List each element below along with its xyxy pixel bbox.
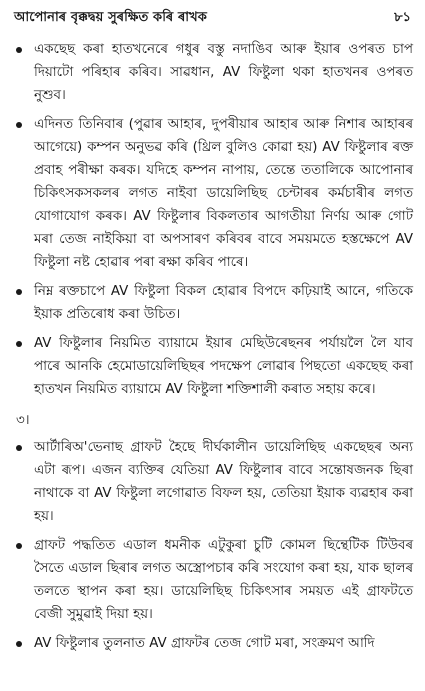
bullet-icon	[16, 122, 22, 128]
bullet-list-av-fistula-care	[14, 38, 413, 401]
bullet-icon	[16, 47, 22, 53]
list-item-text: গ্ৰাফট পদ্ধতিত এডাল ধমনীক এটুকুৰা চুটি কোমল ছিন্থেটিক টিউবৰ সৈতে এডাল ছিৰাৰ লগত অস্ত্ৰোপচাৰ কৰি সংযোগ কৰা হয়, যাক ছালৰ তলতে স্থাপন কৰা হয়। ডায়েলিছিছ চিকিৎসাৰ সময়ত এই গ্ৰাফটতে বেজী সুমুৱাই দিয়া হয়।	[34, 538, 413, 622]
list-item-text: AV ফিষ্টুলাৰ তুলনাত AV গ্ৰাফটৰ তেজ গোট মৰা, সংক্ৰমণ আদি	[34, 636, 375, 651]
list-item	[14, 436, 413, 528]
running-header	[14, 8, 413, 30]
bullet-icon	[16, 289, 22, 295]
list-item	[14, 113, 413, 274]
chapter-title: আপোনাৰ বৃক্কদ্বয় সুৰক্ষিত কৰি ৰাখক	[14, 10, 207, 25]
list-item	[14, 332, 413, 401]
list-item-text: নিম্ন ৰক্তচাপে AV ফিষ্টুলা বিকল হোৱাৰ বিপদে কঢ়িয়াই আনে, গতিকে ইয়াক প্ৰতিৰোধ কৰা উচিত।	[34, 284, 413, 322]
bullet-icon	[16, 445, 22, 451]
list-item	[14, 280, 413, 326]
bullet-icon	[16, 641, 22, 647]
list-item-text: AV ফিষ্টুলাৰ নিয়মিত ব্যায়ামে ইয়াৰ মেছিউৰেছনৰ পৰ্যায়লৈ লৈ যাব পাৰে আনকি হেমোডায়েলিছিছৰ পদক্ষেপ লোৱাৰ পিছতো একছেছ কৰা হাতখন নিয়মিত ব্যায়ামে AV ফিষ্টুলা শক্তিশালী কৰাত সহায় কৰে।	[34, 336, 413, 397]
list-item-text: আৰ্টাৰিঅ'ভেনাছ গ্ৰাফট হৈছে দীৰ্ঘকালীন ডায়েলিছিছ একছেছৰ অন্য এটা ৰূপ। এজন ব্যক্তিৰ যেতিয়া AV ফিষ্টুলাৰ বাবে সন্তোষজনক ছিৰা নাথাকে বা AV ফিষ্টুলা লগোৱাত বিফল হয়, তেতিয়া ইয়াক ব্যৱহাৰ কৰা হয়।	[34, 440, 413, 524]
list-item	[14, 38, 413, 107]
list-item-text: এদিনত তিনিবাৰ (পুৱাৰ আহাৰ, দুপৰীয়াৰ আহাৰ আৰু নিশাৰ আহাৰৰ আগেয়ে) কম্পন অনুভৱ কৰি (থ্রিল বুলিও কোৱা হয়) AV ফিষ্টুলাৰ ৰক্ত প্ৰবাহ পৰীক্ষা কৰক। যদিহে কম্পন নাপায়, তেন্তে ততালিকে আপোনাৰ চিকিৎসকসকলৰ লগত নাইবা ডায়েলিছিছ চেন্টাৰৰ কৰ্মচাৰীৰ লগত যোগাযোগ কৰক। AV ফিষ্টুলাৰ বিকলতাৰ আগতীয়া নিৰ্ণয় আৰু গোট মৰা তেজ নাইকিয়া বা অপসাৰণ কৰিবৰ বাবে সময়মতে হস্তক্ষেপে AV ফিষ্টুলা নষ্ট হোৱাৰ পৰা ৰক্ষা কৰিব পাৰে।	[34, 117, 413, 270]
bullet-list-av-graft	[14, 436, 413, 655]
bullet-icon	[16, 543, 22, 549]
list-item	[14, 632, 413, 655]
page-number: ৮১	[394, 10, 411, 25]
bullet-icon	[16, 341, 22, 347]
list-item	[14, 534, 413, 626]
section-number: ৩।	[16, 413, 30, 428]
list-item-text: একছেছ কৰা হাতখনেৰে গধুৰ বস্তু নদাঙিব আৰু ইয়াৰ ওপৰত চাপ দিয়াটো পৰিহাৰ কৰিব। সাৱধান, AV ফিষ্টুলা থকা হাতখনৰ ওপৰত নুশুব।	[34, 42, 413, 103]
